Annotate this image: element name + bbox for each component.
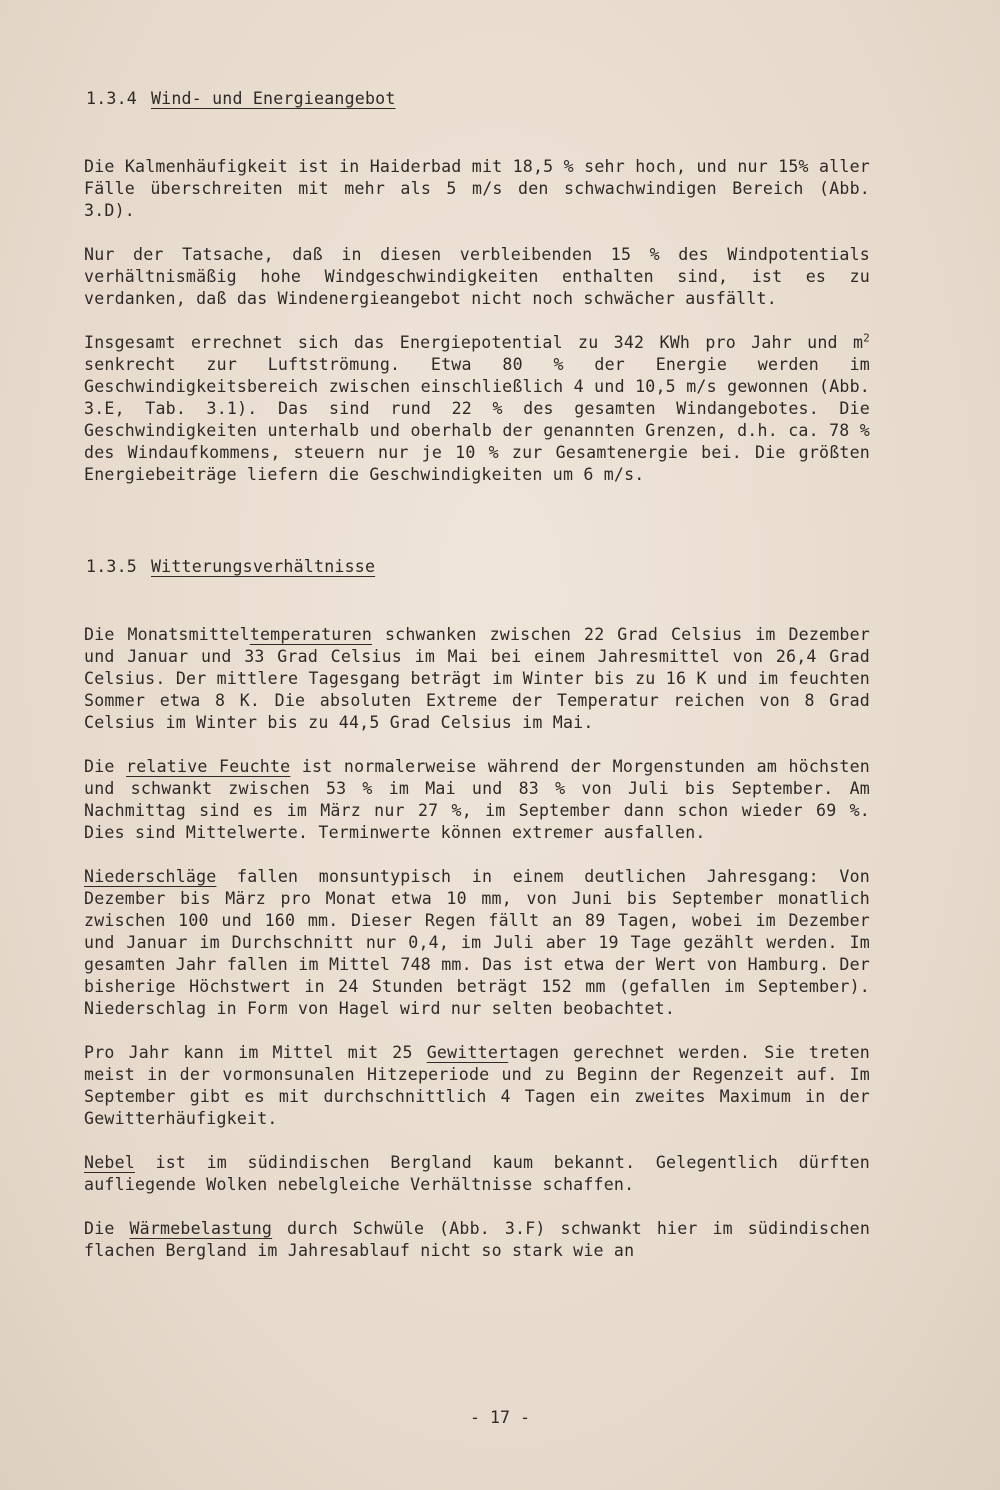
document-page [84,88,870,1284]
paragraph-heat-stress: Die Wärmebelastung durch Schwüle (Abb. 3.F) schwankt hier im südindischen flachen Bergland im Jahresablauf nicht so stark wie an [84,1219,871,1260]
section-title: Witterungsverhältnisse [150,557,376,576]
underlined-keyword: temperaturen [249,625,373,644]
paragraph-precipitation: Niederschläge fallen monsuntypisch in einem deutlichen Jahresgang: Von Dezember bis März pro Monat etwa 10 mm, von Juni bis September monatlich zwischen 100 und 160 mm. Dieser Regen fällt an 89 Tagen, wobei im Dezember und Januar im Durchschnitt nur 0,4, im Juli aber 19 Tage gezählt werden. Im gesamten Jahr fallen im Mittel 748 mm. Das ist etwa der Wert von Hamburg. Der bisherige Höchstwert in 24 Stunden beträgt 152 mm (gefallen im September). Niederschlag in Form von Hagel wird nur selten beobachtet. [84,867,870,1018]
underlined-keyword: Niederschläge [84,867,217,886]
section-number: 1.3.5 [86,557,137,576]
paragraph-fog: Nebel ist im südindischen Bergland kaum bekannt. Gelegentlich dürften aufliegende Wolken nebelgleiche Verhältnisse schaffen. [84,1153,870,1194]
section-heading-1-3-4 [86,88,870,110]
section-heading-1-3-5 [86,556,870,578]
paragraph-humidity: Die relative Feuchte ist normalerweise während der Morgenstunden am höchsten und schwankt zwischen 53 % im Mai und 83 % von Juli bis September. Am Nachmittag sind es im März nur 27 %, im September dann schon wieder 69 %. Dies sind Mittelwerte. Terminwerte können extremer ausfallen. [84,757,870,842]
underlined-keyword: Wärmebelastung [129,1219,273,1238]
section-number: 1.3.4 [86,89,137,108]
page-number: - 17 - [470,1408,530,1427]
underlined-keyword: Gewitter [426,1043,509,1062]
paragraph: Insgesamt errechnet sich das Energiepotential zu 342 KWh pro Jahr und $m^2$ senkrecht zur Luftströmung. Etwa 80 % der Energie werden im Geschwindigkeitsbereich zwischen einschließlich 4 und 10,5 m/s gewonnen (Abb. 3.E, Tab. 3.1). Das sind rund 22 % des gesamten Windangebotes. Die Geschwindigkeiten unterhalb und oberhalb der genannten Grenzen, d.h. ca. 78 % des Windaufkommens, steuern nur je 10 % zur Gesamtenergie bei. Die größten Energiebeiträge liefern die Geschwindigkeiten um 6 m/s. [84,331,870,484]
section-title: Wind- und Energieangebot [150,89,396,108]
paragraph-temperature: Die Monatsmitteltemperaturen schwanken zwischen 22 Grad Celsius im Dezember und Januar und 33 Grad Celsius im Mai bei einem Jahresmittel von 26,4 Grad Celsius. Der mittlere Tagesgang beträgt im Winter bis zu 16 K und im feuchten Sommer etwa 8 K. Die absoluten Extreme der Temperatur reichen von 8 Grad Celsius im Winter bis zu 44,5 Grad Celsius im Mai. [84,625,870,732]
paragraph: Die Kalmenhäufigkeit ist in Haiderbad mit 18,5 % sehr hoch, und nur 15% aller Fälle überschreiten mit mehr als 5 m/s den schwachwindigen Bereich (Abb. 3.D). [84,157,870,220]
underlined-keyword: Nebel [84,1153,135,1172]
underlined-keyword: relative Feuchte [126,757,291,776]
superscript: 2 [863,331,870,345]
paragraph-thunderstorms: Pro Jahr kann im Mittel mit 25 Gewittertagen gerechnet werden. Sie treten meist in der vormonsunalen Hitzeperiode und zu Beginn der Regenzeit auf. Im September gibt es mit durchschnittlich 4 Tagen ein zweites Maximum in der Gewitterhäufigkeit. [84,1043,870,1128]
paragraph: Nur der Tatsache, daß in diesen verbleibenden 15 % des Windpotentials verhältnismäßig hohe Windgeschwindigkeiten enthalten sind, ist es zu verdanken, daß das Windenergieangebot nicht noch schwächer ausfällt. [84,245,870,308]
